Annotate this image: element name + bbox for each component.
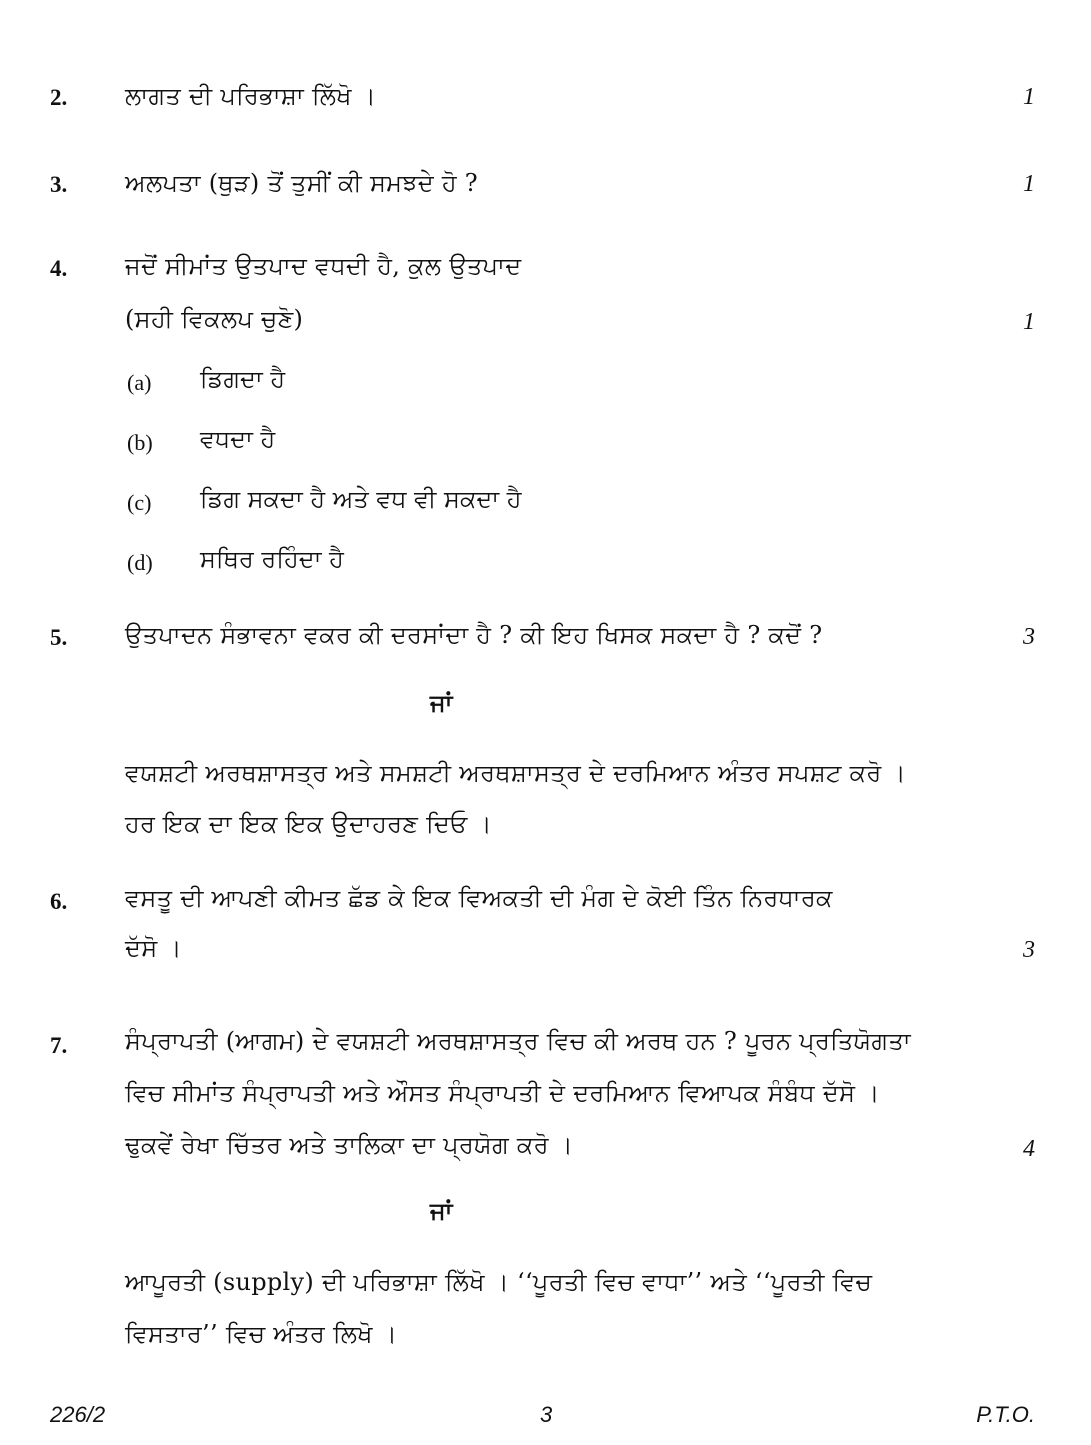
question-text: ਢੁਕਵੇਂ ਰੇਖਾ ਚਿੱਤਰ ਅਤੇ ਤਾਲਿਕਾ ਦਾ ਪ੍ਰਯੋਗ ਕਰੋ । [125,1131,574,1159]
option-text: ਡਿਗਦਾ ਹੈ [200,365,286,393]
question-marks: 4 [1023,1136,1035,1162]
option-text: ਸਥਿਰ ਰਹਿੰਦਾ ਹੈ [200,545,344,573]
or-separator: ਜਾਂ [430,1196,453,1225]
question-text: ਵਸਤੂ ਦੀ ਆਪਣੀ ਕੀਮਤ ਛੱਡ ਕੇ ਇਕ ਵਿਅਕਤੀ ਦੀ ਮੰਗ ਦੇ ਕੋਈ ਤਿੰਨ ਨਿਰਧਾਰਕ [125,884,833,912]
question-text: ਲਾਗਤ ਦੀ ਪਰਿਭਾਸ਼ਾ ਲਿੱਖੋ । [125,82,377,110]
question-marks: 1 [1023,84,1035,110]
question-text: ਦੱਸੋ । [125,934,182,962]
option-text: ਵਧਦਾ ਹੈ [200,425,276,453]
question-marks: 1 [1023,171,1035,197]
paper-code: 226/2 [50,1402,106,1427]
question-number: 6. [50,889,68,914]
question-text: ਹਰ ਇਕ ਦਾ ਇਕ ਇਕ ਉਦਾਹਰਣ ਦਿਓ । [125,810,492,838]
question-marks: 3 [1023,624,1035,650]
question-number: 3. [50,172,68,197]
option-label: (c) [127,490,152,515]
question-text: ਵਿਸਤਾਰ’’ ਵਿਚ ਅੰਤਰ ਲਿਖੋ । [125,1320,398,1348]
question-number: 5. [50,625,68,650]
question-text: ਸੰਪ੍ਰਾਪਤੀ (ਆਗਮ) ਦੇ ਵਯਸ਼ਟੀ ਅਰਥਸ਼ਾਸਤ੍ਰ ਵਿਚ ਕੀ ਅਰਥ ਹਨ ? ਪੂਰਨ ਪ੍ਰਤਿਯੋਗਤਾ [125,1027,911,1055]
option-label: (b) [127,430,153,455]
question-number: 4. [50,256,68,281]
question-text: ਵਿਚ ਸੀਮਾਂਤ ਸੰਪ੍ਰਾਪਤੀ ਅਤੇ ਔਸਤ ਸੰਪ੍ਰਾਪਤੀ ਦੇ ਦਰਮਿਆਨ ਵਿਆਪਕ ਸੰਬੰਧ ਦੱਸੋ । [125,1079,880,1107]
please-turn-over: P.T.O. [976,1402,1035,1427]
question-marks: 3 [1023,937,1035,963]
question-marks: 1 [1023,309,1035,335]
question-text: ਵਯਸ਼ਟੀ ਅਰਥਸ਼ਾਸਤ੍ਰ ਅਤੇ ਸਮਸ਼ਟੀ ਅਰਥਸ਼ਾਸਤ੍ਰ ਦੇ ਦਰਮਿਆਨ ਅੰਤਰ ਸਪਸ਼ਟ ਕਰੋ । [125,759,906,787]
page-number: 3 [540,1402,553,1427]
question-text: ਅਲਪਤਾ (ਥੁੜ) ਤੋਂ ਤੁਸੀਂ ਕੀ ਸਮਝਦੇ ਹੋ ? [125,169,478,197]
question-text: (ਸਹੀ ਵਿਕਲਪ ਚੁਣੋ) [125,305,304,333]
question-text: ਆਪੂਰਤੀ (supply) ਦੀ ਪਰਿਭਾਸ਼ਾ ਲਿੱਖੋ । ‘‘ਪੂਰਤੀ ਵਿਚ ਵਾਧਾ’’ ਅਤੇ ‘‘ਪੂਰਤੀ ਵਿਚ [125,1268,873,1296]
question-number: 7. [50,1033,68,1058]
question-number: 2. [50,85,68,110]
or-separator: ਜਾਂ [430,688,453,717]
option-text: ਡਿਗ ਸਕਦਾ ਹੈ ਅਤੇ ਵਧ ਵੀ ਸਕਦਾ ਹੈ [200,485,522,513]
option-label: (d) [127,550,153,575]
question-text: ਉਤਪਾਦਨ ਸੰਭਾਵਨਾ ਵਕਰ ਕੀ ਦਰਸਾਂਦਾ ਹੈ ? ਕੀ ਇਹ ਖਿਸਕ ਸਕਦਾ ਹੈ ? ਕਦੋਂ ? [125,621,823,649]
option-label: (a) [127,370,152,395]
question-text: ਜਦੋਂ ਸੀਮਾਂਤ ਉਤਪਾਦ ਵਧਦੀ ਹੈ, ਕੁਲ ਉਤਪਾਦ [125,252,522,280]
